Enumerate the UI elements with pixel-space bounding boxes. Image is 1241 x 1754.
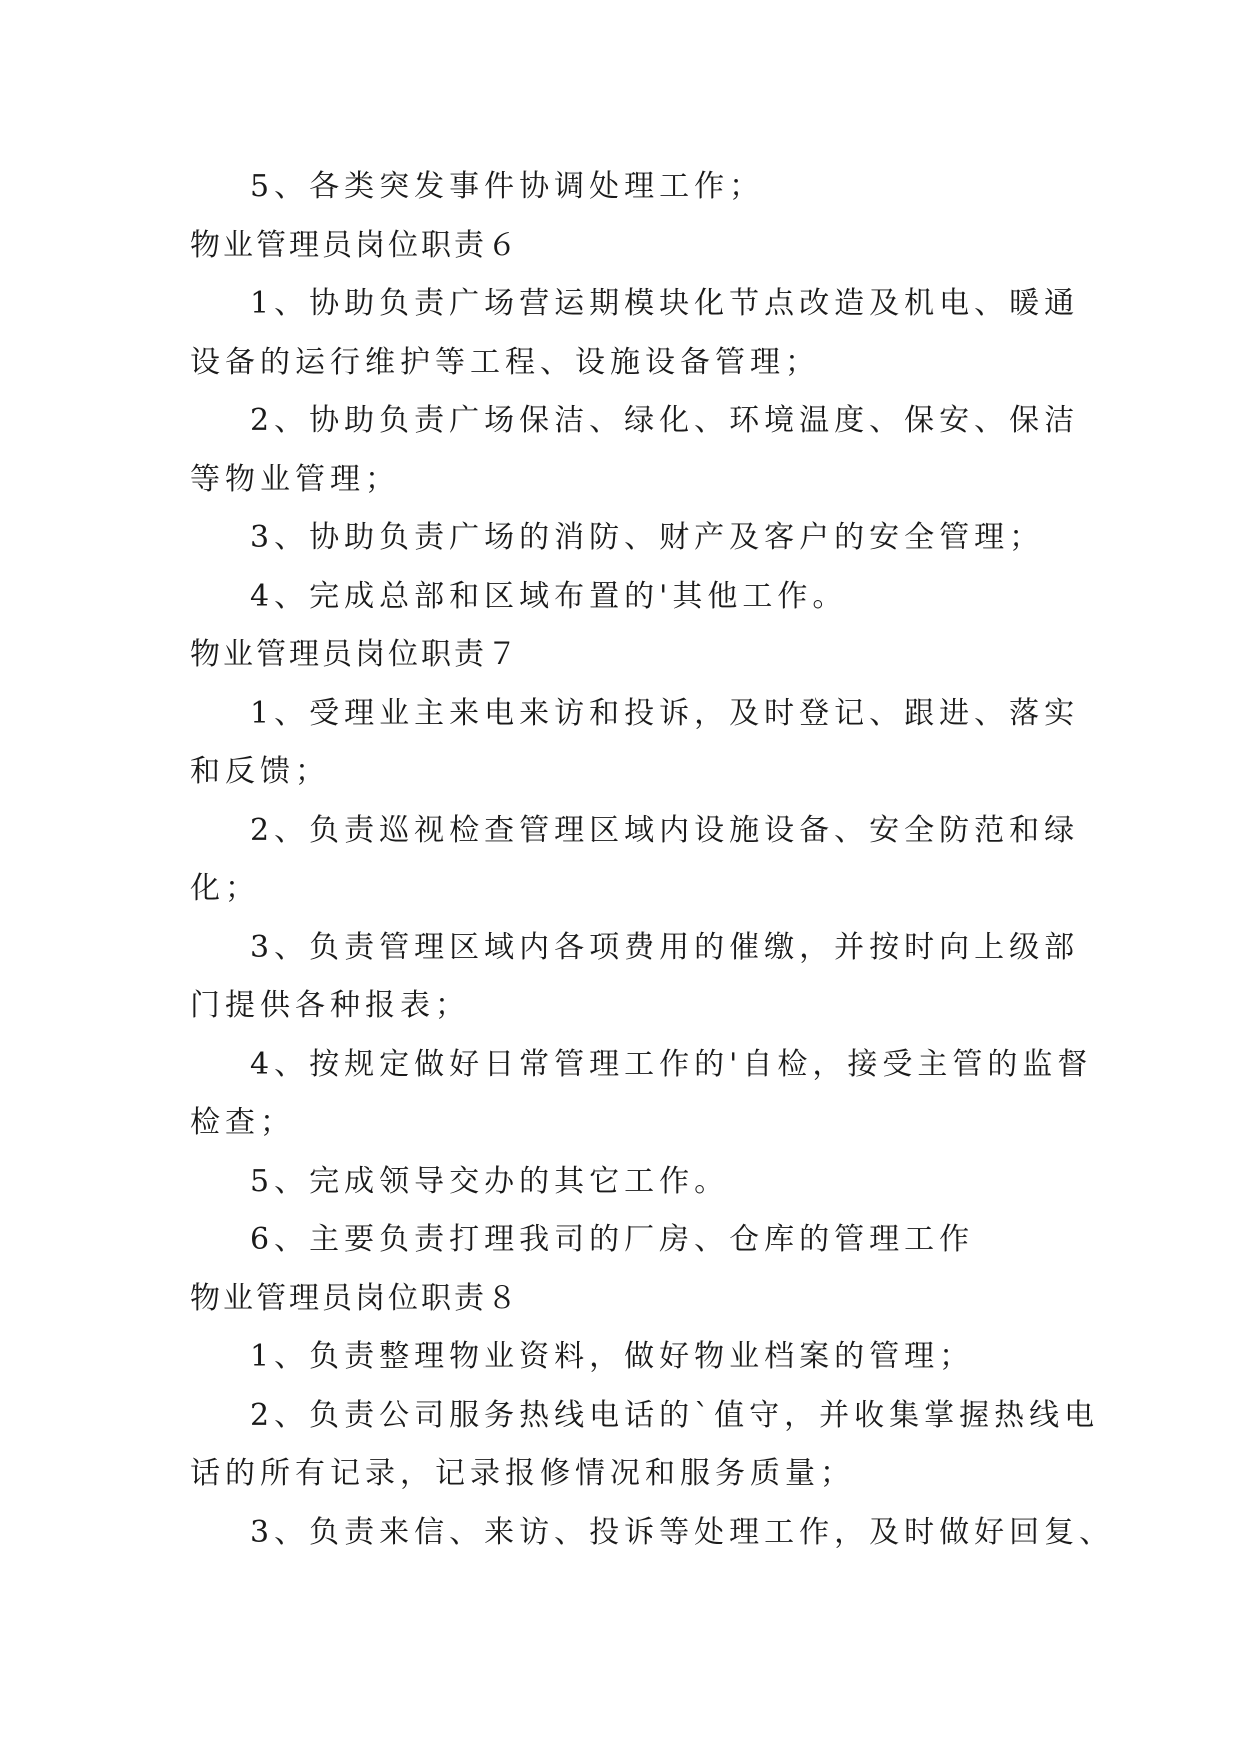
list-item-continuation: 和反馈； [190, 754, 330, 789]
list-item: 2、协助负责广场保洁、绿化、环境温度、保安、保洁 [250, 403, 1080, 438]
document-body [190, 158, 1115, 1562]
list-item-continuation: 话的所有记录，记录报修情况和服务质量； [190, 1456, 855, 1491]
list-item-continuation: 门提供各种报表； [190, 988, 470, 1023]
list-item: 3、协助负责广场的消防、财产及客户的安全管理； [250, 520, 1045, 555]
list-item: 5、完成领导交办的其它工作。 [250, 1163, 730, 1199]
list-item: 6、主要负责打理我司的厂房、仓库的管理工作 [250, 1222, 975, 1257]
list-item-continuation: 设备的运行维护等工程、设施设备管理； [190, 344, 820, 380]
list-item: 1、协助负责广场营运期模块化节点改造及机电、暖通 [250, 286, 1080, 321]
list-item: 5、各类突发事件协调处理工作； [250, 169, 765, 204]
section-heading-7: 物业管理员岗位职责７ [190, 637, 520, 672]
list-item: 3、负责来信、来访、投诉等处理工作，及时做好回复、 [250, 1514, 1115, 1550]
section-heading-8: 物业管理员岗位职责８ [190, 1280, 520, 1316]
list-item: 4、完成总部和区域布置的'其他工作。 [250, 578, 848, 614]
list-item: 4、按规定做好日常管理工作的'自检，接受主管的监督 [250, 1046, 1093, 1082]
list-item: 1、负责整理物业资料，做好物业档案的管理； [250, 1339, 975, 1374]
list-item-continuation: 检查； [190, 1105, 295, 1140]
list-item: 1、受理业主来电来访和投诉，及时登记、跟进、落实 [250, 695, 1080, 731]
list-item: 3、负责管理区域内各项费用的催缴，并按时向上级部 [250, 929, 1080, 965]
list-item-continuation: 等物业管理； [190, 461, 400, 497]
list-item: 2、负责巡视检查管理区域内设施设备、安全防范和绿 [250, 812, 1080, 848]
list-item: 2、负责公司服务热线电话的`值守，并收集掌握热线电 [250, 1397, 1100, 1433]
section-heading-6: 物业管理员岗位职责６ [190, 227, 520, 263]
list-item-continuation: 化； [190, 871, 260, 906]
